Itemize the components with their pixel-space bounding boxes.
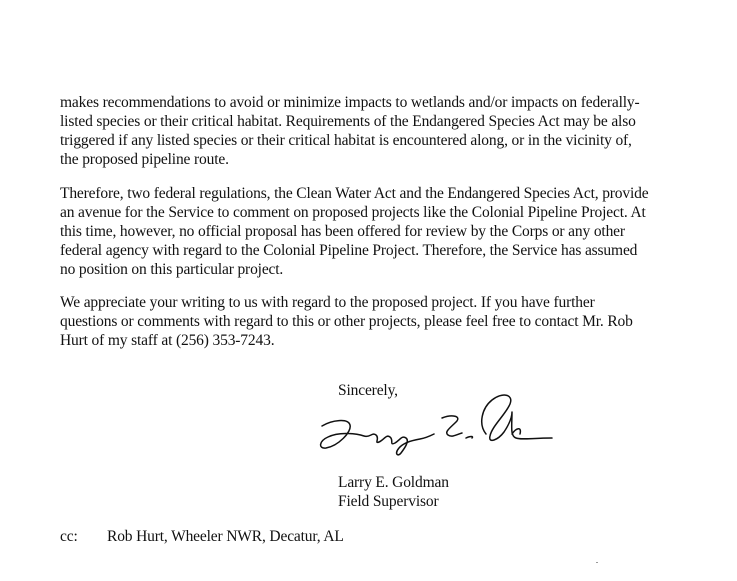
paragraph-line: Therefore, two federal regulations, the Clean Water Act and the Endangered Species Act, provide	[60, 185, 649, 202]
paragraph-line: listed species or their critical habitat. Requirements of the Endangered Species Act may be also	[60, 113, 636, 130]
paragraph-line: Hurt of my staff at (256) 353-7243.	[60, 332, 275, 349]
paragraph-line: questions or comments with regard to this or other projects, please feel free to contact Mr. Rob	[60, 313, 633, 330]
scan-speck	[596, 562, 598, 563]
paragraph-line: federal agency with regard to the Colonial Pipeline Project. Therefore, the Service has assumed	[60, 242, 638, 259]
body-paragraph-2	[60, 184, 649, 279]
closing-salutation: Sincerely,	[338, 382, 398, 399]
paragraph-line: the proposed pipeline route.	[60, 151, 229, 168]
cc-recipient: Rob Hurt, Wheeler NWR, Decatur, AL	[107, 528, 344, 545]
signer-title: Field Supervisor	[338, 493, 439, 510]
signer-name: Larry E. Goldman	[338, 474, 449, 491]
paragraph-line: triggered if any listed species or their critical habitat is encountered along, or in the vicinity of,	[60, 132, 632, 149]
paragraph-line: no position on this particular project.	[60, 261, 284, 278]
body-paragraph-3	[60, 293, 633, 350]
paragraph-line: makes recommendations to avoid or minimize impacts to wetlands and/or impacts on federally-	[60, 94, 640, 111]
paragraph-line: We appreciate your writing to us with regard to the proposed project. If you have further	[60, 294, 595, 311]
paragraph-line: an avenue for the Service to comment on proposed projects like the Colonial Pipeline Project. At	[60, 204, 646, 221]
paragraph-line: this time, however, no official proposal has been offered for review by the Corps or any other	[60, 223, 625, 240]
handwritten-signature	[316, 386, 556, 466]
body-paragraph-1	[60, 93, 640, 169]
cc-label: cc:	[60, 528, 78, 545]
